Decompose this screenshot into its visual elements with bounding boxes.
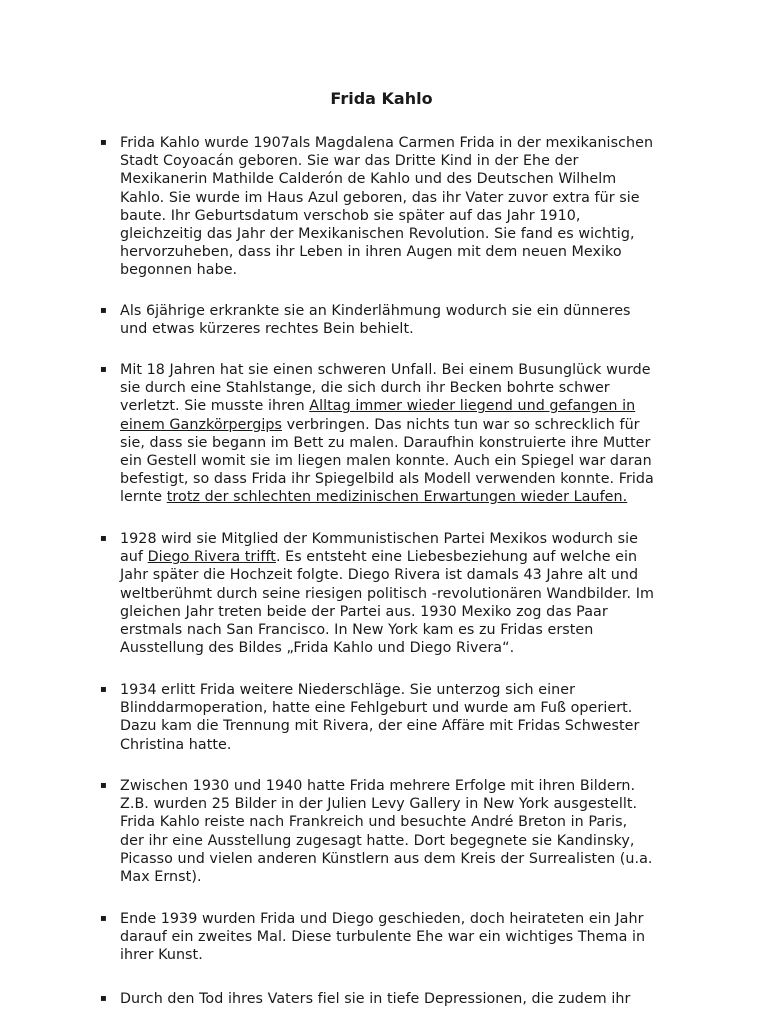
list-item-text: Durch den Tod ihres Vaters fiel sie in tiefe Depressionen, die zudem ihr bbox=[120, 991, 631, 1007]
underlined-phrase: Diego Rivera trifft bbox=[147, 549, 276, 566]
bullet-icon: ▪ bbox=[100, 780, 107, 791]
bullet-icon: ▪ bbox=[100, 913, 107, 924]
list-item-text: Mit 18 Jahren hat sie einen schweren Unfall. Bei einem Busunglück wurde sie durch eine Stahlstange, die sich durch ihr Becken bohrte schwer verletzt. Sie musste ihren Alltag immer wieder liegend und gefangen in einem Ganzkörpergips verbringen. Das nichts tun war so schrecklich für sie, dass sie begann im Bett zu malen. Daraufhin konstruierte ihre Mutter ein Gestell womit sie im liegen malen konnte. Auch ein Spiegel war daran befestigt, so dass Frida ihr Spiegelbild als Modell verwenden konnte. Frida lernte trotz der schlechten medizinischen Erwartungen wieder Laufen. bbox=[120, 362, 654, 506]
bullet-icon: ▪ bbox=[100, 137, 107, 148]
list-item-text: Frida Kahlo wurde 1907als Magdalena Carmen Frida in der mexikanischen Stadt Coyoacán geboren. Sie war das Dritte Kind in der Ehe der Mexikanerin Mathilde Calderón de Kahlo und des Deutschen Wilhelm Kahlo. Sie wurde im Haus Azul geboren, das ihr Vater zuvor extra für sie baute. Ihr Geburtsdatum verschob sie später auf das Jahr 1910, gleichzeitig das Jahr der Mexikanischen Revolution. Sie fand es wichtig, hervorzuheben, dass ihr Leben in ihren Augen mit dem neuen Mexiko begonnen habe. bbox=[120, 135, 654, 279]
bullet-icon: ▪ bbox=[100, 684, 107, 695]
underlined-phrase: einem Ganzkörpergips bbox=[120, 416, 282, 433]
page-title: Frida Kahlo bbox=[330, 89, 433, 108]
underlined-phrase: trotz der schlechten medizinischen Erwartungen wieder Laufen. bbox=[166, 489, 628, 506]
list-item-text: Ende 1939 wurden Frida und Diego geschieden, doch heirateten ein Jahr darauf ein zweites Mal. Diese turbulente Ehe war ein wichtiges Thema in ihrer Kunst. bbox=[120, 911, 646, 964]
bullet-icon: ▪ bbox=[100, 533, 107, 544]
bullet-icon: ▪ bbox=[100, 993, 107, 1004]
list-item-text: 1928 wird sie Mitglied der Kommunistischen Partei Mexikos wodurch sie auf Diego Rivera trifft. Es entsteht eine Liebesbeziehung auf welche ein Jahr später die Hochzeit folgte. Diego Rivera ist damals 43 Jahre alt und weltberühmt durch seine riesigen politisch -revolutionären Wandbilder. Im gleichen Jahr treten beide der Partei aus. 1930 Mexiko zog das Paar erstmals nach San Francisco. In New York kam es zu Fridas ersten Ausstellung des Bildes „Frida Kahlo und Diego Rivera“. bbox=[120, 531, 654, 657]
list-item-text: Zwischen 1930 und 1940 hatte Frida mehrere Erfolge mit ihren Bildern. Z.B. wurden 25 Bilder in der Julien Levy Gallery in New York ausgestellt. Frida Kahlo reiste nach Frankreich und besuchte André Breton in Paris, der ihr eine Ausstellung zugesagt hatte. Dort begegnete sie Kandinsky, Picasso und vielen anderen Künstlern aus dem Kreis der Surrealisten (u.a. Max Ernst). bbox=[120, 778, 653, 886]
list-item-text: Als 6jährige erkrankte sie an Kinderlähmung wodurch sie ein dünneres und etwas kürzeres rechtes Bein behielt. bbox=[120, 303, 631, 338]
bullet-icon: ▪ bbox=[100, 305, 107, 316]
underlined-phrase: Alltag immer wieder liegend und gefangen in bbox=[309, 398, 636, 415]
bullet-icon: ▪ bbox=[100, 364, 107, 375]
list-item-text: 1934 erlitt Frida weitere Niederschläge. Sie unterzog sich einer Blinddarmoperation, hatte eine Fehlgeburt und wurde am Fuß operiert. Dazu kam die Trennung mit Rivera, der eine Affäre mit Fridas Schwester Christina hatte. bbox=[120, 682, 640, 753]
